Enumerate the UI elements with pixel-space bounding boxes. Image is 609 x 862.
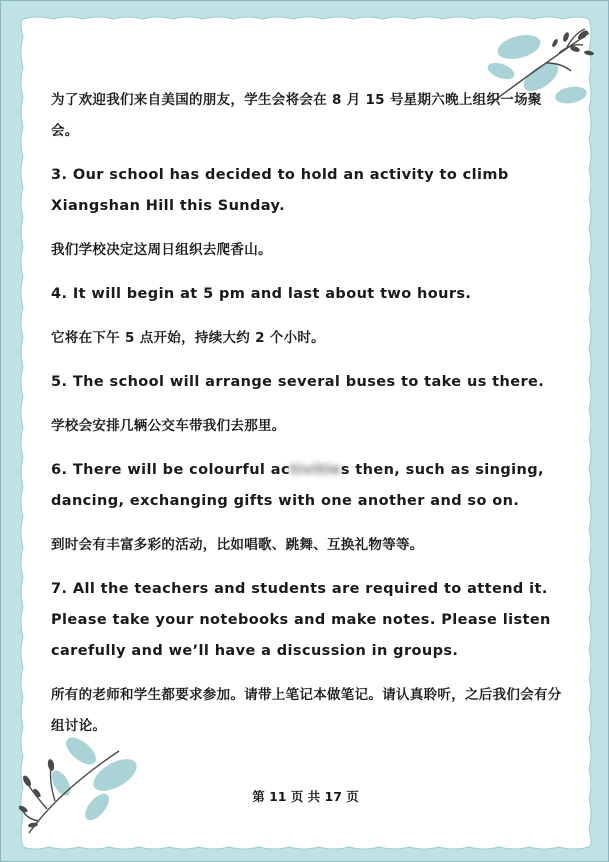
blurred-word: tivitie	[289, 462, 341, 478]
sentence-4-en: 4. It will begin at 5 pm and last about two hours.	[51, 286, 472, 302]
sentence-5-zh: 学校会安排几辆公交车带我们去那里。	[51, 418, 286, 434]
sentence-3-en: 3. Our school has decided to hold an activity to climb Xiangshan Hill this Sunday.	[51, 167, 509, 214]
sentence-3-zh: 我们学校决定这周日组织去爬香山。	[51, 242, 272, 258]
sentence-6-en	[51, 455, 566, 517]
page-number-footer: 第 11 页 共 17 页	[252, 789, 359, 804]
paragraph-zh-1: 为了欢迎我们来自美国的朋友，学生会将会在 8 月 15 号星期六晚上组织一场聚会。	[51, 92, 542, 139]
sentence-4-zh: 它将在下午 5 点开始，持续大约 2 个小时。	[51, 330, 325, 346]
sentence-7-en: 7. All the teachers and students are required to attend it. Please take your notebooks and make notes. Please listen carefully and we’ll have a discussion in groups.	[51, 581, 551, 659]
sentence-6-zh: 到时会有丰富多彩的活动，比如唱歌、跳舞、互换礼物等等。	[51, 537, 424, 553]
sentence-6-part-2: s then, such as singing, dancing, exchanging gifts with one another and so on.	[51, 462, 544, 509]
sentence-7-zh: 所有的老师和学生都要求参加。请带上笔记本做笔记。请认真聆听，之后我们会有分组讨论。	[51, 687, 562, 734]
sentence-5-en: 5. The school will arrange several buses to take us there.	[51, 374, 545, 390]
document-body	[51, 85, 566, 755]
sentence-6-part-1: 6. There will be colourful ac	[51, 462, 290, 478]
